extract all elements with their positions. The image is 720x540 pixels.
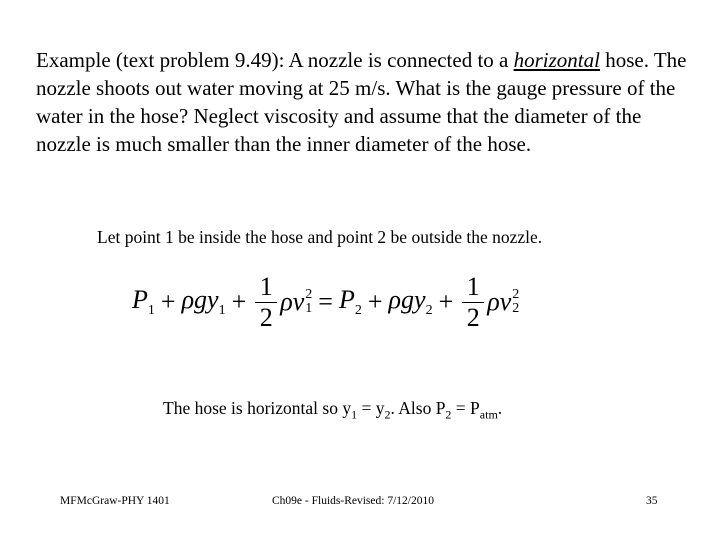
eq-p1: $P_1$ [132, 285, 155, 318]
eq-plus-3: + [367, 287, 383, 316]
eq-half-2: $\frac{1}{2}$ [462, 272, 484, 333]
eq-v1-indices: 2 1 [305, 287, 313, 316]
eq-equals: = [318, 287, 333, 316]
eq-rho-g-y1: ρgy$_1$ [181, 285, 226, 318]
footer-course: MFMcGraw-PHY 1401 [60, 495, 170, 507]
problem-emphasis: horizontal [513, 48, 600, 72]
eq-rho-g-y2: ρgy$_2$ [388, 285, 433, 318]
problem-statement [36, 46, 696, 158]
bernoulli-equation [132, 262, 519, 342]
footer-page-number: 35 [646, 495, 658, 507]
eq-half-1: $\frac{1}{2}$ [255, 272, 277, 333]
eq-p2: $P_2$ [338, 285, 362, 318]
eq-plus-1: + [160, 287, 176, 316]
footer-chapter: Ch09e - Fluids-Revised: 7/12/2010 [272, 495, 434, 507]
eq-plus-2: + [231, 287, 247, 316]
eq-plus-4: + [438, 287, 454, 316]
conclusion-statement: The hose is horizontal so $y_1 = y_2$. Also $P_2 = P_{atm}$. [163, 398, 503, 422]
eq-v2-indices: 2 2 [512, 287, 520, 316]
eq-rho-v1-squared: ρv [280, 287, 305, 316]
setup-statement: Let point 1 be inside the hose and point 2 be outside the nozzle. [97, 227, 543, 247]
eq-rho-v2-squared: ρv [487, 287, 512, 316]
problem-text-start: Example (text problem 9.49): A nozzle is connected to a [36, 48, 514, 72]
problem-text-end: hose. The nozzle shoots out water moving at 25 m/s. What is the gauge pressure of the water in the hose? Neglect viscosity and assume that the diameter of the nozzle is much smaller than the inner diameter of the hose. [36, 48, 687, 156]
